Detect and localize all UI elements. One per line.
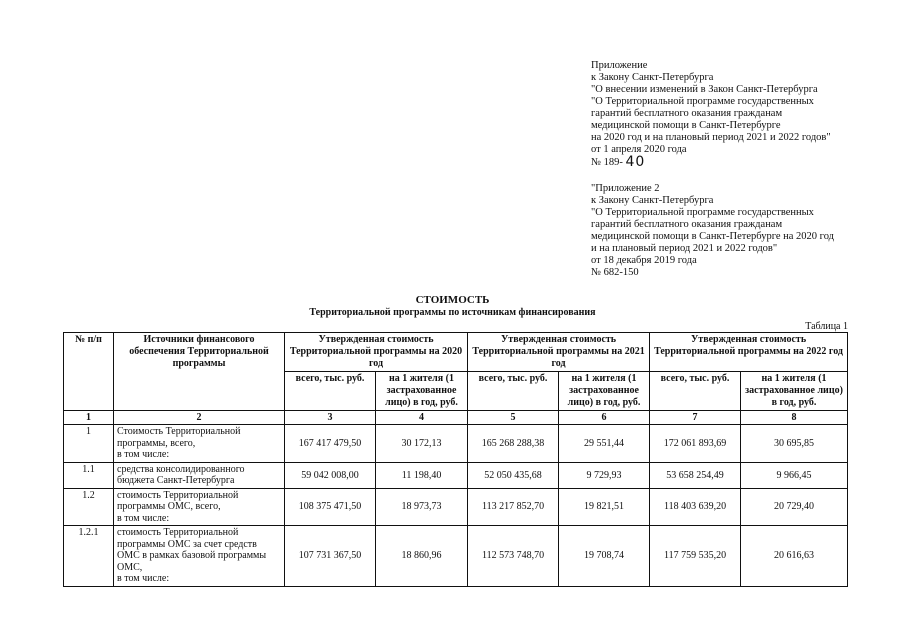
value-cell: 11 198,40 bbox=[376, 462, 468, 488]
value-cell: 118 403 639,20 bbox=[650, 488, 741, 526]
header-total-2020: всего, тыс. руб. bbox=[285, 372, 376, 411]
appendix-line: гарантий бесплатного оказания гражданам bbox=[591, 108, 783, 119]
value-cell: 52 050 435,68 bbox=[468, 462, 559, 488]
header-source: Источники финансового обеспечения Территориальной программы bbox=[114, 333, 285, 411]
row-source-line: в том числе: bbox=[117, 512, 170, 524]
row-source bbox=[114, 488, 285, 526]
row-source-line: программы, всего, bbox=[117, 437, 196, 449]
row-number: 1 bbox=[64, 425, 114, 463]
row-source bbox=[114, 425, 285, 463]
appendix-line: гарантий бесплатного оказания гражданам bbox=[591, 219, 783, 230]
value-cell: 30 172,13 bbox=[376, 425, 468, 463]
value-cell: 165 268 288,38 bbox=[468, 425, 559, 463]
value-cell: 20 616,63 bbox=[741, 526, 848, 587]
value-cell: 30 695,85 bbox=[741, 425, 848, 463]
value-cell: 113 217 852,70 bbox=[468, 488, 559, 526]
header-2020: Утвержденная стоимость Территориальной программы на 2020 год bbox=[285, 333, 468, 372]
appendix-line: № 682-150 bbox=[591, 267, 639, 278]
appendix-line: и на плановый период 2021 и 2022 годов" bbox=[591, 243, 778, 254]
law-number-line bbox=[591, 156, 831, 169]
column-number: 7 bbox=[650, 411, 741, 425]
value-cell: 20 729,40 bbox=[741, 488, 848, 526]
value-cell: 19 708,74 bbox=[559, 526, 650, 587]
appendix-line: медицинской помощи в Санкт-Петербурге bbox=[591, 120, 781, 131]
row-source-line: Стоимость Территориальной bbox=[117, 426, 241, 437]
value-cell: 29 551,44 bbox=[559, 425, 650, 463]
column-number: 2 bbox=[114, 411, 285, 425]
row-number: 1.2 bbox=[64, 488, 114, 526]
row-source-line: ОМС в рамках базовой программы bbox=[117, 550, 267, 561]
header-row bbox=[64, 333, 848, 372]
row-source-line: средства консолидированного bbox=[117, 463, 245, 475]
appendix-header bbox=[591, 60, 831, 169]
appendix-line: "О Территориальной программе государственных bbox=[591, 207, 814, 218]
column-number: 8 bbox=[741, 411, 848, 425]
value-cell: 53 658 254,49 bbox=[650, 462, 741, 488]
row-source-line: в том числе: bbox=[117, 449, 170, 460]
header-2022: Утвержденная стоимость Территориальной программы на 2022 год bbox=[650, 333, 848, 372]
column-number: 5 bbox=[468, 411, 559, 425]
appendix-line: "О Территориальной программе государственных bbox=[591, 96, 814, 107]
value-cell: 167 417 479,50 bbox=[285, 425, 376, 463]
appendix-line: Приложение bbox=[591, 60, 648, 71]
cost-table bbox=[63, 332, 848, 587]
appendix-line: к Закону Санкт-Петербурга bbox=[591, 195, 714, 206]
table-row bbox=[64, 526, 848, 587]
row-source-line: программы ОМС, всего, bbox=[117, 501, 221, 512]
column-number-row bbox=[64, 411, 848, 425]
header-total-2021: всего, тыс. руб. bbox=[468, 372, 559, 411]
appendix-line: "О внесении изменений в Закон Санкт-Петербурга bbox=[591, 84, 818, 95]
column-number: 1 bbox=[64, 411, 114, 425]
appendix-line: медицинской помощи в Санкт-Петербурге на 2020 год bbox=[591, 231, 835, 242]
appendix-line: от 1 апреля 2020 года bbox=[591, 144, 687, 155]
header-num: № п/п bbox=[64, 333, 114, 411]
table-row bbox=[64, 425, 848, 463]
row-source-line: стоимость Территориальной bbox=[117, 489, 239, 501]
table-label: Таблица 1 bbox=[805, 321, 848, 332]
value-cell: 117 759 535,20 bbox=[650, 526, 741, 587]
table-row bbox=[64, 488, 848, 526]
table-row bbox=[64, 462, 848, 488]
row-source bbox=[114, 526, 285, 587]
law-number-prefix: № 189- bbox=[591, 157, 623, 168]
row-source bbox=[114, 462, 285, 488]
value-cell: 19 821,51 bbox=[559, 488, 650, 526]
document-subtitle: Территориальной программы по источникам финансирования bbox=[309, 307, 596, 318]
row-source-line: стоимость Территориальной bbox=[117, 527, 239, 538]
row-number: 1.1 bbox=[64, 462, 114, 488]
value-cell: 59 042 008,00 bbox=[285, 462, 376, 488]
header-total-2022: всего, тыс. руб. bbox=[650, 372, 741, 411]
law-number-handwritten: 40 bbox=[625, 154, 646, 170]
appendix-2-header bbox=[591, 183, 834, 279]
value-cell: 112 573 748,70 bbox=[468, 526, 559, 587]
column-number: 3 bbox=[285, 411, 376, 425]
row-source-line: программы ОМС за счет средств bbox=[117, 538, 257, 550]
value-cell: 18 973,73 bbox=[376, 488, 468, 526]
value-cell: 172 061 893,69 bbox=[650, 425, 741, 463]
row-number: 1.2.1 bbox=[64, 526, 114, 587]
header-per-capita-2021: на 1 жителя (1 застрахованное лицо) в год, руб. bbox=[559, 372, 650, 411]
value-cell: 9 729,93 bbox=[559, 462, 650, 488]
appendix-line: на 2020 год и на плановый период 2021 и 2022 годов" bbox=[591, 132, 831, 143]
header-per-capita-2020: на 1 жителя (1 застрахованное лицо) в год, руб. bbox=[376, 372, 468, 411]
value-cell: 9 966,45 bbox=[741, 462, 848, 488]
header-per-capita-2022: на 1 жителя (1 застрахованное лицо) в год, руб. bbox=[741, 372, 848, 411]
row-source-line: бюджета Санкт-Петербурга bbox=[117, 475, 235, 486]
appendix-line: к Закону Санкт-Петербурга bbox=[591, 72, 714, 83]
value-cell: 107 731 367,50 bbox=[285, 526, 376, 587]
appendix-line: "Приложение 2 bbox=[591, 183, 660, 194]
appendix-line: от 18 декабря 2019 года bbox=[591, 255, 697, 266]
document-title: СТОИМОСТЬ bbox=[415, 294, 490, 306]
value-cell: 18 860,96 bbox=[376, 526, 468, 587]
header-2021: Утвержденная стоимость Территориальной программы на 2021 год bbox=[468, 333, 650, 372]
value-cell: 108 375 471,50 bbox=[285, 488, 376, 526]
column-number: 4 bbox=[376, 411, 468, 425]
row-source-line: в том числе: bbox=[117, 573, 170, 584]
column-number: 6 bbox=[559, 411, 650, 425]
row-source-line: ОМС, bbox=[117, 561, 143, 573]
